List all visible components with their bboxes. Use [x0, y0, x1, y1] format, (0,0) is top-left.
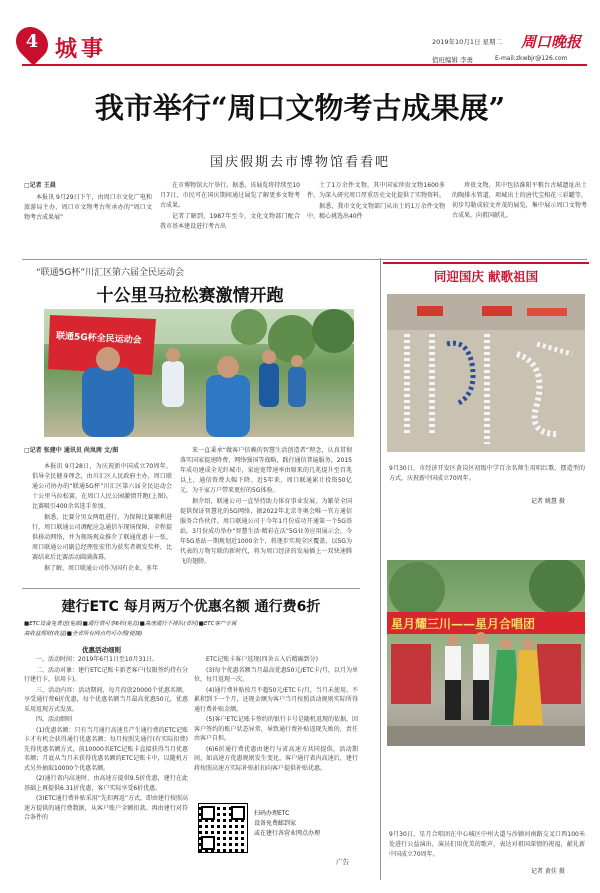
- choir-photo: [387, 560, 585, 746]
- etc-notice-line: 高收益理财(收益)■全省所有网点均可办理(便捷): [24, 631, 143, 637]
- etc-paragraph: (1)优惠名额：只有当月通行高速且产生通行费的ETC记账卡才有机会获得通行优惠名额；每月按照先通行(有实际扣费)先得优惠名额方式，前10000名ETC记账卡直接获得当月优惠名额；月底从当月未获得优惠名额的ETC记账卡中，以随机方式另外抽取10000个优惠名额。: [24, 726, 188, 772]
- qr-caption-line: 扫码办理ETC: [254, 810, 290, 817]
- museum-paragraph: 本报讯 9月29日下午，由周口市文化广电和旅游局主办，周口市文物考古所承办的“周口文物考古成果展”: [24, 194, 152, 221]
- etc-col-2: [194, 655, 358, 803]
- museum-byline: □记者 王晨: [24, 182, 56, 189]
- choir-photo-caption: 9月30日，星月合唱团在中心城区中州大道与沙颍河南路交叉口西100米处进行公益演出，演员们用优美的歌声，表达对祖国深情的祝福，献礼新中国成立70周年。: [389, 831, 585, 858]
- etc-paragraph: 二、活动对象：建行ETC记账卡新老客户(仅限签约持有分行建行卡，信用卡)。: [24, 666, 188, 683]
- museum-paragraph: 在市博物馆大厅举行。据悉，该展览将持续至10月7日，市民可在国庆期间通过展览了解更多文物考古成果。: [160, 182, 300, 209]
- choir-banner-text: 星月耀三川——星月合唱团: [391, 617, 536, 631]
- qr-caption-line: 设备免费邮到家: [254, 820, 297, 827]
- etc-ad: [22, 588, 360, 879]
- celebration-title: 同迎国庆 献歌祖国: [433, 269, 539, 284]
- marathon-paragraph: 来一直秉承“做客户信赖的智慧生活创造者”理念，认真贯彻落实国家提速降费、网络强国等战略，践行通信普遍服务，2015年成功建成全光纤城市，家庭宽带速率由原来的几兆提升至百兆以上，通信资费大幅下降。近5年来，周口联通累计投资50亿元，为千家万户带来更好的5G体验。: [180, 447, 352, 494]
- school-photo-caption: 9月30日，市经济开发区黄岗区初级中学百余名师生用唱红歌、摆造型的方式，庆祝新中国成立70周年。: [389, 465, 585, 482]
- celebration-rule: [383, 262, 589, 264]
- choir-photo-illustration: [387, 560, 585, 746]
- header-rule: [22, 64, 587, 66]
- etc-paragraph: 三、活动内容：活动期间，每月投放20000个优惠名额，享受通行费6折优惠，每个优惠名额当月最高优惠50元，优惠采用返现方式发放。: [24, 686, 188, 713]
- etc-notice-line: ■ETC设备免费送(免邮)■通行费可享6折(免息)■高速通行不排队(省时)■ETC客户专属: [24, 621, 237, 627]
- school-photo-credit: 记者 姚慧 摄: [531, 498, 565, 505]
- marathon-headline: 十公里马拉松赛激情开跑: [96, 286, 284, 306]
- etc-paragraph: (2)通行省内高速时，由高速方提供9.5折优惠，建行在此基础上再提供6.31折优惠，客户实际享受6折优惠。: [24, 775, 188, 792]
- editor-credit: 值班编辑 李勇: [432, 56, 474, 64]
- marathon-kicker: “联通5G杯”川汇区第六届全民运动会: [36, 268, 185, 278]
- marathon-banner-text: 联通5G杯全民运动会: [55, 331, 142, 347]
- etc-qr-code[interactable]: [198, 803, 248, 853]
- museum-col-1: [24, 193, 152, 255]
- etc-detail-title: 优惠活动细则: [82, 646, 121, 654]
- museum-col-4: [452, 181, 587, 255]
- etc-paragraph: 四、活动细则: [36, 716, 73, 723]
- school-photo-illustration: [387, 294, 585, 452]
- school-photo: [387, 294, 585, 452]
- etc-paragraph: ETC记账卡客户返现(四舍五入后精确到分): [206, 656, 318, 663]
- marathon-col-2: [180, 446, 352, 582]
- museum-paragraph: 据悉，我市文化文物部门从出土的1万余件文物中，精心挑选出40件: [307, 203, 445, 220]
- museum-paragraph: 珍贵文物，其中包括淮阳平粮台古城遗址出土的陶排水管道，项城出土的唐代宝相花三彩罐等，初步勾勒成较文并茂的展览，集中展示周口文物考古成果，向祖国献礼。: [452, 182, 587, 219]
- etc-paragraph: 一、活动时间：2019年6月1日至10月31日。: [36, 656, 159, 663]
- qr-finder-pattern: [231, 806, 245, 820]
- marathon-photo-illustration: [44, 309, 354, 437]
- etc-paragraph: (6)6折通行费优惠由建行与省高速方共同提供，活动期间，如高速方优惠规则发生变化，客户通行省内高速后，建行将按照高速方实际补贴折扣向客户提供补贴优惠。: [194, 745, 358, 772]
- etc-paragraph: (4)通行费补贴按月不超50元/ETC卡/月，当月未使用，不累积到下一个月，还现金额为客户当月按照活动规则实际所得通行费补贴金额。: [194, 686, 358, 713]
- museum-subhead: 国庆假期去市博物馆看看吧: [209, 155, 390, 170]
- marathon-paragraph: 据介绍，联通公司一直坚持助力体育事业发展，为繁荣全国提供保证智慧化的5G网络，据2022年北京冬奥会唯一官方通信服务合作伙伴，周口联通公司于今年1月份成功开通第一个5G基站，3月份成功举办“智慧生活·精彩在沃”5G业务应用展示会，今年5G基站一期规划近1000余个，将逐步实现全区覆盖，以5G为代表的万物互联的新时代，将为周口经济的发展插上一双快速腾飞的翅膀。: [180, 498, 352, 565]
- page-header: [0, 0, 600, 70]
- etc-qr-caption: [254, 809, 320, 839]
- qr-caption-line: 或在建行各营业网点办理: [254, 830, 321, 837]
- marathon-paragraph: 据悉，比赛分男女两组进行。为保障比赛顺利进行，周口联通公司调配应急通信车现场保障，全程提供移动网络，并为现场观众推介了联通优惠卡一张，周口联通公司副总经理张宏伟为获奖者颁发奖杯，比赛结束后比赛活动圆满落幕。: [32, 514, 172, 561]
- etc-paragraph: (3)ETC通行费补贴采用“先扣再返”方式，即由建行按照高速方提供的通行费数据，从客户账户全额扣款。再由建行对符合条件的: [24, 795, 188, 821]
- ad-label: 广告: [336, 858, 349, 866]
- marathon-paragraph: 据了解，周口联通公司作为国有企业，多年: [44, 565, 159, 572]
- page-number: 4: [25, 31, 39, 52]
- museum-paragraph: 记者了解到，1987年至今，文化文物部门配合我市基本建设进行考古出: [160, 213, 300, 230]
- marathon-paragraph: 本报讯 9月28日，为庆祝新中国成立70周年，倡导全民健身理念，由川汇区人民政府主办，周口联通公司协办的“联通5G杯”川汇区第六届全民运动会十公里马拉松赛，在周口人民公园激情开跑(上图)。比赛吸引400余名选手参加。: [32, 463, 172, 510]
- paper-name: 周口晚报: [521, 33, 582, 51]
- museum-col-3: [307, 181, 445, 255]
- etc-paragraph: (5)客户ETC记账卡签约的银行卡号是随机返现的依据，因客户签约的账户状态异常，导致通行费补贴返现失败的，责任由客户自担。: [194, 716, 358, 742]
- celebration-column: [380, 258, 589, 880]
- museum-col-2: [160, 181, 300, 255]
- qr-finder-pattern: [201, 836, 215, 850]
- museum-headline: 我市举行“周口文物考古成果展”: [94, 91, 506, 125]
- etc-col-1: [24, 655, 188, 877]
- museum-paragraph: 土了1万余件文物，其中国家珍贵文物1600多件。为深入研究周口厚重历史文化提供了实物资料。: [307, 182, 445, 199]
- etc-notice: [24, 619, 358, 639]
- etc-headline: 建行ETC 每月两万个优惠名额 通行费6折: [61, 599, 321, 615]
- issue-date: 2019年10月1日 星期二: [432, 38, 503, 46]
- email-address: E-mail:zkwbjr@126.com: [495, 55, 568, 62]
- section-title: 城事: [55, 36, 108, 62]
- marathon-photo: [44, 309, 354, 437]
- choir-photo-credit: 记者 黄佳 摄: [531, 868, 565, 875]
- marathon-col-1: [32, 462, 172, 582]
- marathon-byline: □记者 张建中 通讯员 尚岚茜 文/图: [24, 447, 119, 454]
- etc-paragraph: (3)每个优惠名额当月最高优惠50元/ETC卡/月，以月为单位，每月返现一次。: [194, 666, 358, 683]
- qr-finder-pattern: [201, 806, 215, 820]
